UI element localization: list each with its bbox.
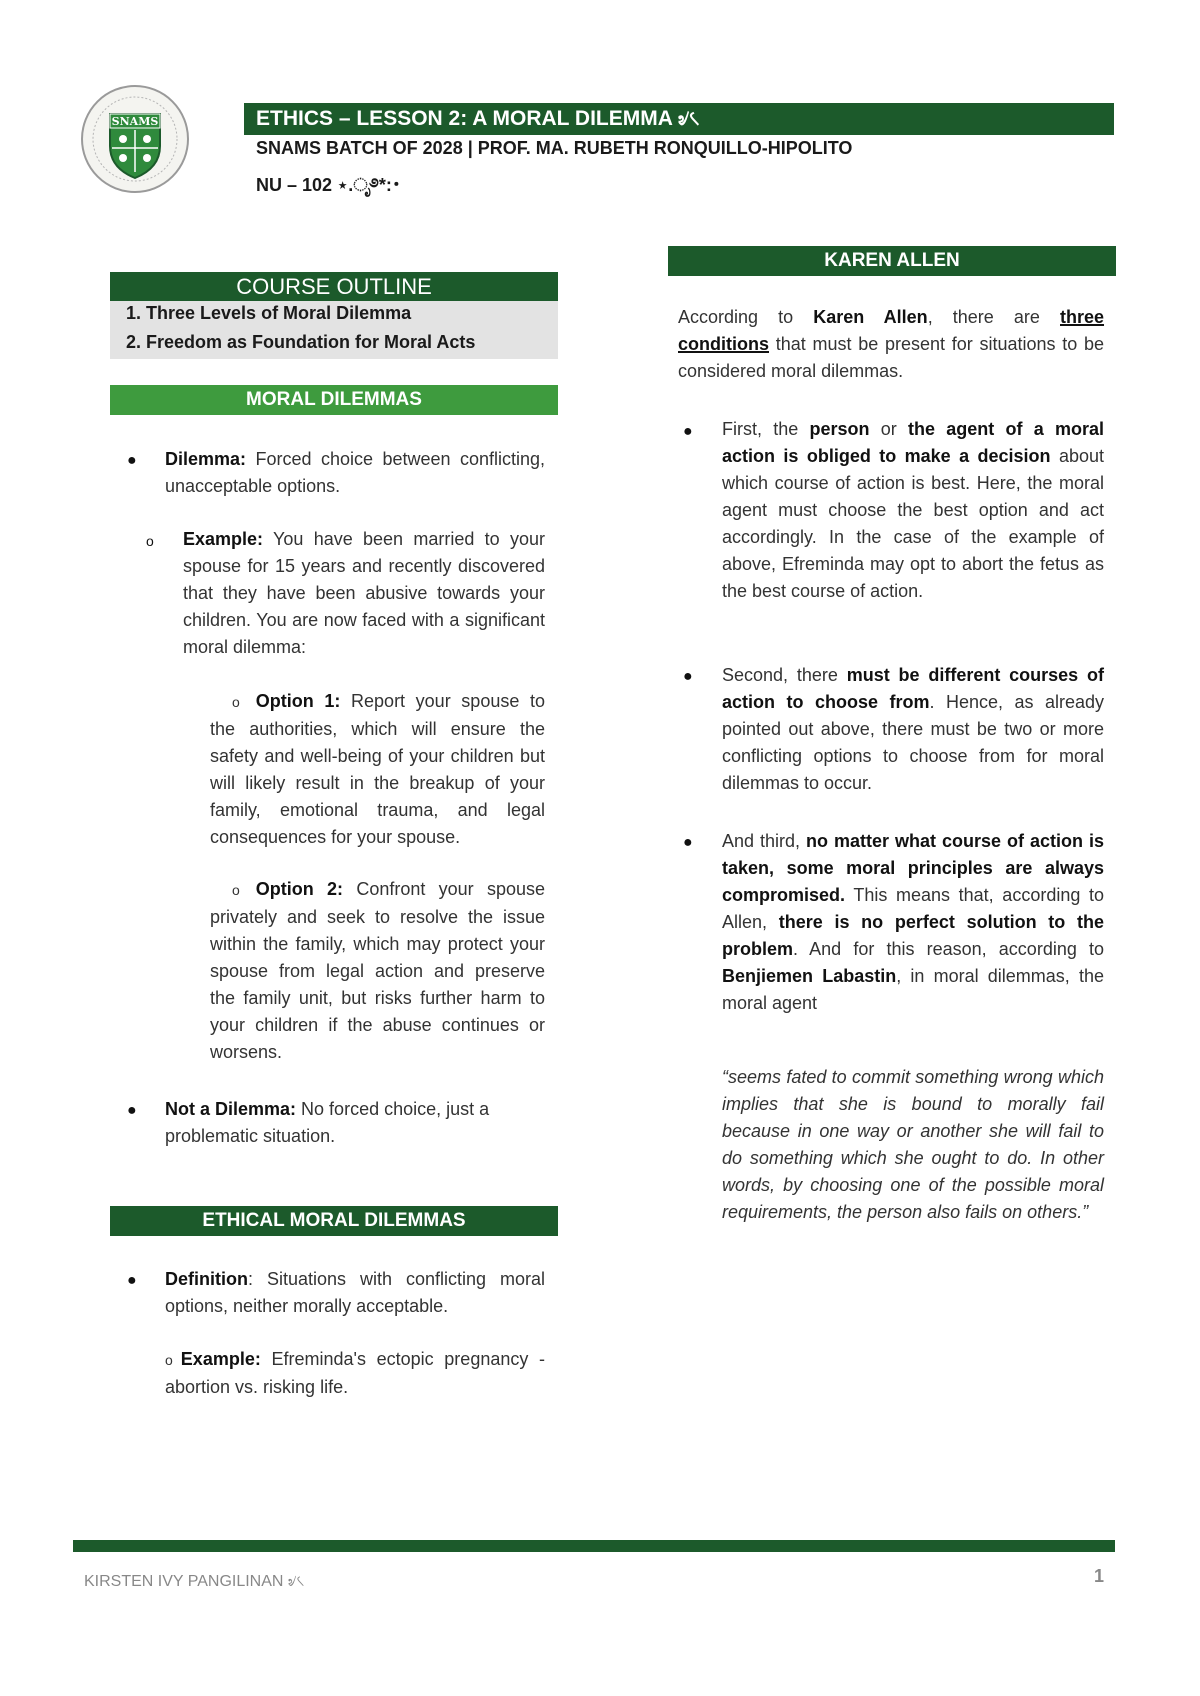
karen-allen-heading: KAREN ALLEN xyxy=(668,246,1116,276)
intro-text: that must be present for situations to be considered moral dilemmas. xyxy=(678,334,1104,381)
intro-text: According to xyxy=(678,307,814,327)
example-text: You have been married to your spouse for 15 years and recently discovered that they have been abusive towards your children. You are now faced with a significant moral dilemma: xyxy=(183,529,545,657)
bullet-ring: o xyxy=(165,1352,173,1368)
bullet-ring: o xyxy=(232,882,240,898)
condition-2 xyxy=(722,662,1104,797)
course-outline-box xyxy=(110,301,558,359)
example-paragraph xyxy=(183,526,545,661)
dilemma-definition xyxy=(165,446,545,500)
condition-3-text: . And for this reason, according to xyxy=(793,939,1104,959)
condition-2-text: Second, there xyxy=(722,665,847,685)
condition-2-bold: must be different courses of action to choose from xyxy=(722,665,1104,712)
snams-logo xyxy=(80,84,190,194)
not-dilemma-text: No forced choice, just a problematic situation. xyxy=(165,1099,490,1146)
not-dilemma-paragraph xyxy=(165,1096,545,1150)
ethical-dilemmas-heading: ETHICAL MORAL DILEMMAS xyxy=(110,1206,558,1236)
bullet-dot: ● xyxy=(683,668,693,685)
bullet-dot: ● xyxy=(127,452,137,469)
karen-intro xyxy=(678,304,1104,385)
dilemma-label: Dilemma: xyxy=(165,449,247,469)
ethical-definition xyxy=(165,1266,545,1320)
condition-3-text: This means that, according to Allen, xyxy=(722,885,1104,932)
condition-3-text: And third, xyxy=(722,831,807,851)
condition-1-text: First, the xyxy=(722,419,810,439)
bullet-dot: ● xyxy=(683,423,693,440)
condition-1-text: about which course of action is best. Here, the moral agent must choose the best option and act accordingly. In the case of the example of above, Efreminda may opt to abort the fetus as the best course of action. xyxy=(722,446,1105,601)
three-conditions-underlined: three conditions xyxy=(678,307,1105,354)
option-1-label: Option 1: xyxy=(255,691,341,711)
ethical-example-text: Efreminda's ectopic pregnancy - abortion vs. risking life. xyxy=(165,1349,545,1397)
condition-3-bold: there is no perfect solution to the problem xyxy=(722,912,1104,959)
benjiemen-labastin-name: Benjiemen Labastin xyxy=(722,966,897,986)
bullet-dot: ● xyxy=(127,1102,137,1119)
definition-text: : Situations with conflicting moral options, neither morally acceptable. xyxy=(165,1269,545,1316)
page-number: 1 xyxy=(1094,1566,1105,1586)
option-2-text: Confront your spouse privately and seek to resolve the issue within the family, which may protect your spouse from legal action and preserve the family unit, but risks further harm to your children if the abuse continues or worsens. xyxy=(210,879,545,1062)
header-subtitle-batch: SNAMS BATCH OF 2028 | PROF. MA. RUBETH RONQUILLO-HIPOLITO xyxy=(256,138,853,158)
condition-1-bold: the agent of a moral action is obliged to make a decision xyxy=(722,419,1105,466)
course-outline-heading: COURSE OUTLINE xyxy=(110,272,558,301)
logo-text: SNAMS xyxy=(111,115,159,128)
condition-3-text: , in moral dilemmas, the moral agent xyxy=(722,966,1104,1013)
bullet-dot: ● xyxy=(683,834,693,851)
condition-3 xyxy=(722,828,1104,1017)
condition-1 xyxy=(722,416,1104,605)
definition-label: Definition xyxy=(165,1269,248,1289)
ethical-example-label: Example: xyxy=(180,1349,261,1369)
condition-2-text: . Hence, as already pointed out above, there must be two or more conflicting options to choose from for moral dilemmas to occur. xyxy=(722,692,1104,793)
option-2-label: Option 2: xyxy=(255,879,344,899)
outline-item-1: 1. Three Levels of Moral Dilemma xyxy=(126,303,412,323)
karen-allen-name: Karen Allen xyxy=(813,307,928,327)
header-title: ETHICS – LESSON 2: A MORAL DILEMMA ৶৻ xyxy=(244,103,1114,135)
footer-author: KIRSTEN IVY PANGILINAN ৶৻ xyxy=(84,1573,305,1590)
option-1-paragraph xyxy=(210,688,545,851)
ethical-example xyxy=(165,1346,545,1401)
intro-text: , there are xyxy=(927,307,1060,327)
moral-dilemmas-heading: MORAL DILEMMAS xyxy=(110,385,558,415)
bullet-ring: o xyxy=(146,533,154,549)
header-subtitle-course: NU – 102 ⋆.ೃ࿔*:･ xyxy=(256,175,401,195)
condition-1-bold: person xyxy=(809,419,870,439)
bullet-ring: o xyxy=(232,694,240,710)
footer-bar xyxy=(73,1540,1115,1552)
option-2-paragraph xyxy=(210,876,545,1066)
outline-item-2: 2. Freedom as Foundation for Moral Acts xyxy=(126,332,476,352)
option-1-text: Report your spouse to the authorities, which will ensure the safety and well-being of your children but will likely result in the breakup of your family, emotional trauma, and legal consequences for your spouse. xyxy=(210,691,545,847)
labastin-quote: “seems fated to commit something wrong which implies that she is bound to morally fail because in one way or another she will fail to do something which she ought to do. In other words, by choosing one of the possible moral requirements, the person also fails on others.” xyxy=(722,1067,1104,1222)
dilemma-text: Forced choice between conflicting, unacceptable options. xyxy=(165,449,545,496)
not-dilemma-label: Not a Dilemma: xyxy=(165,1099,297,1119)
example-label: Example: xyxy=(183,529,264,549)
condition-1-text: or xyxy=(869,419,909,439)
bullet-dot: ● xyxy=(127,1272,137,1289)
condition-3-bold: no matter what course of action is taken, some moral principles are always compromised. xyxy=(722,831,1105,905)
